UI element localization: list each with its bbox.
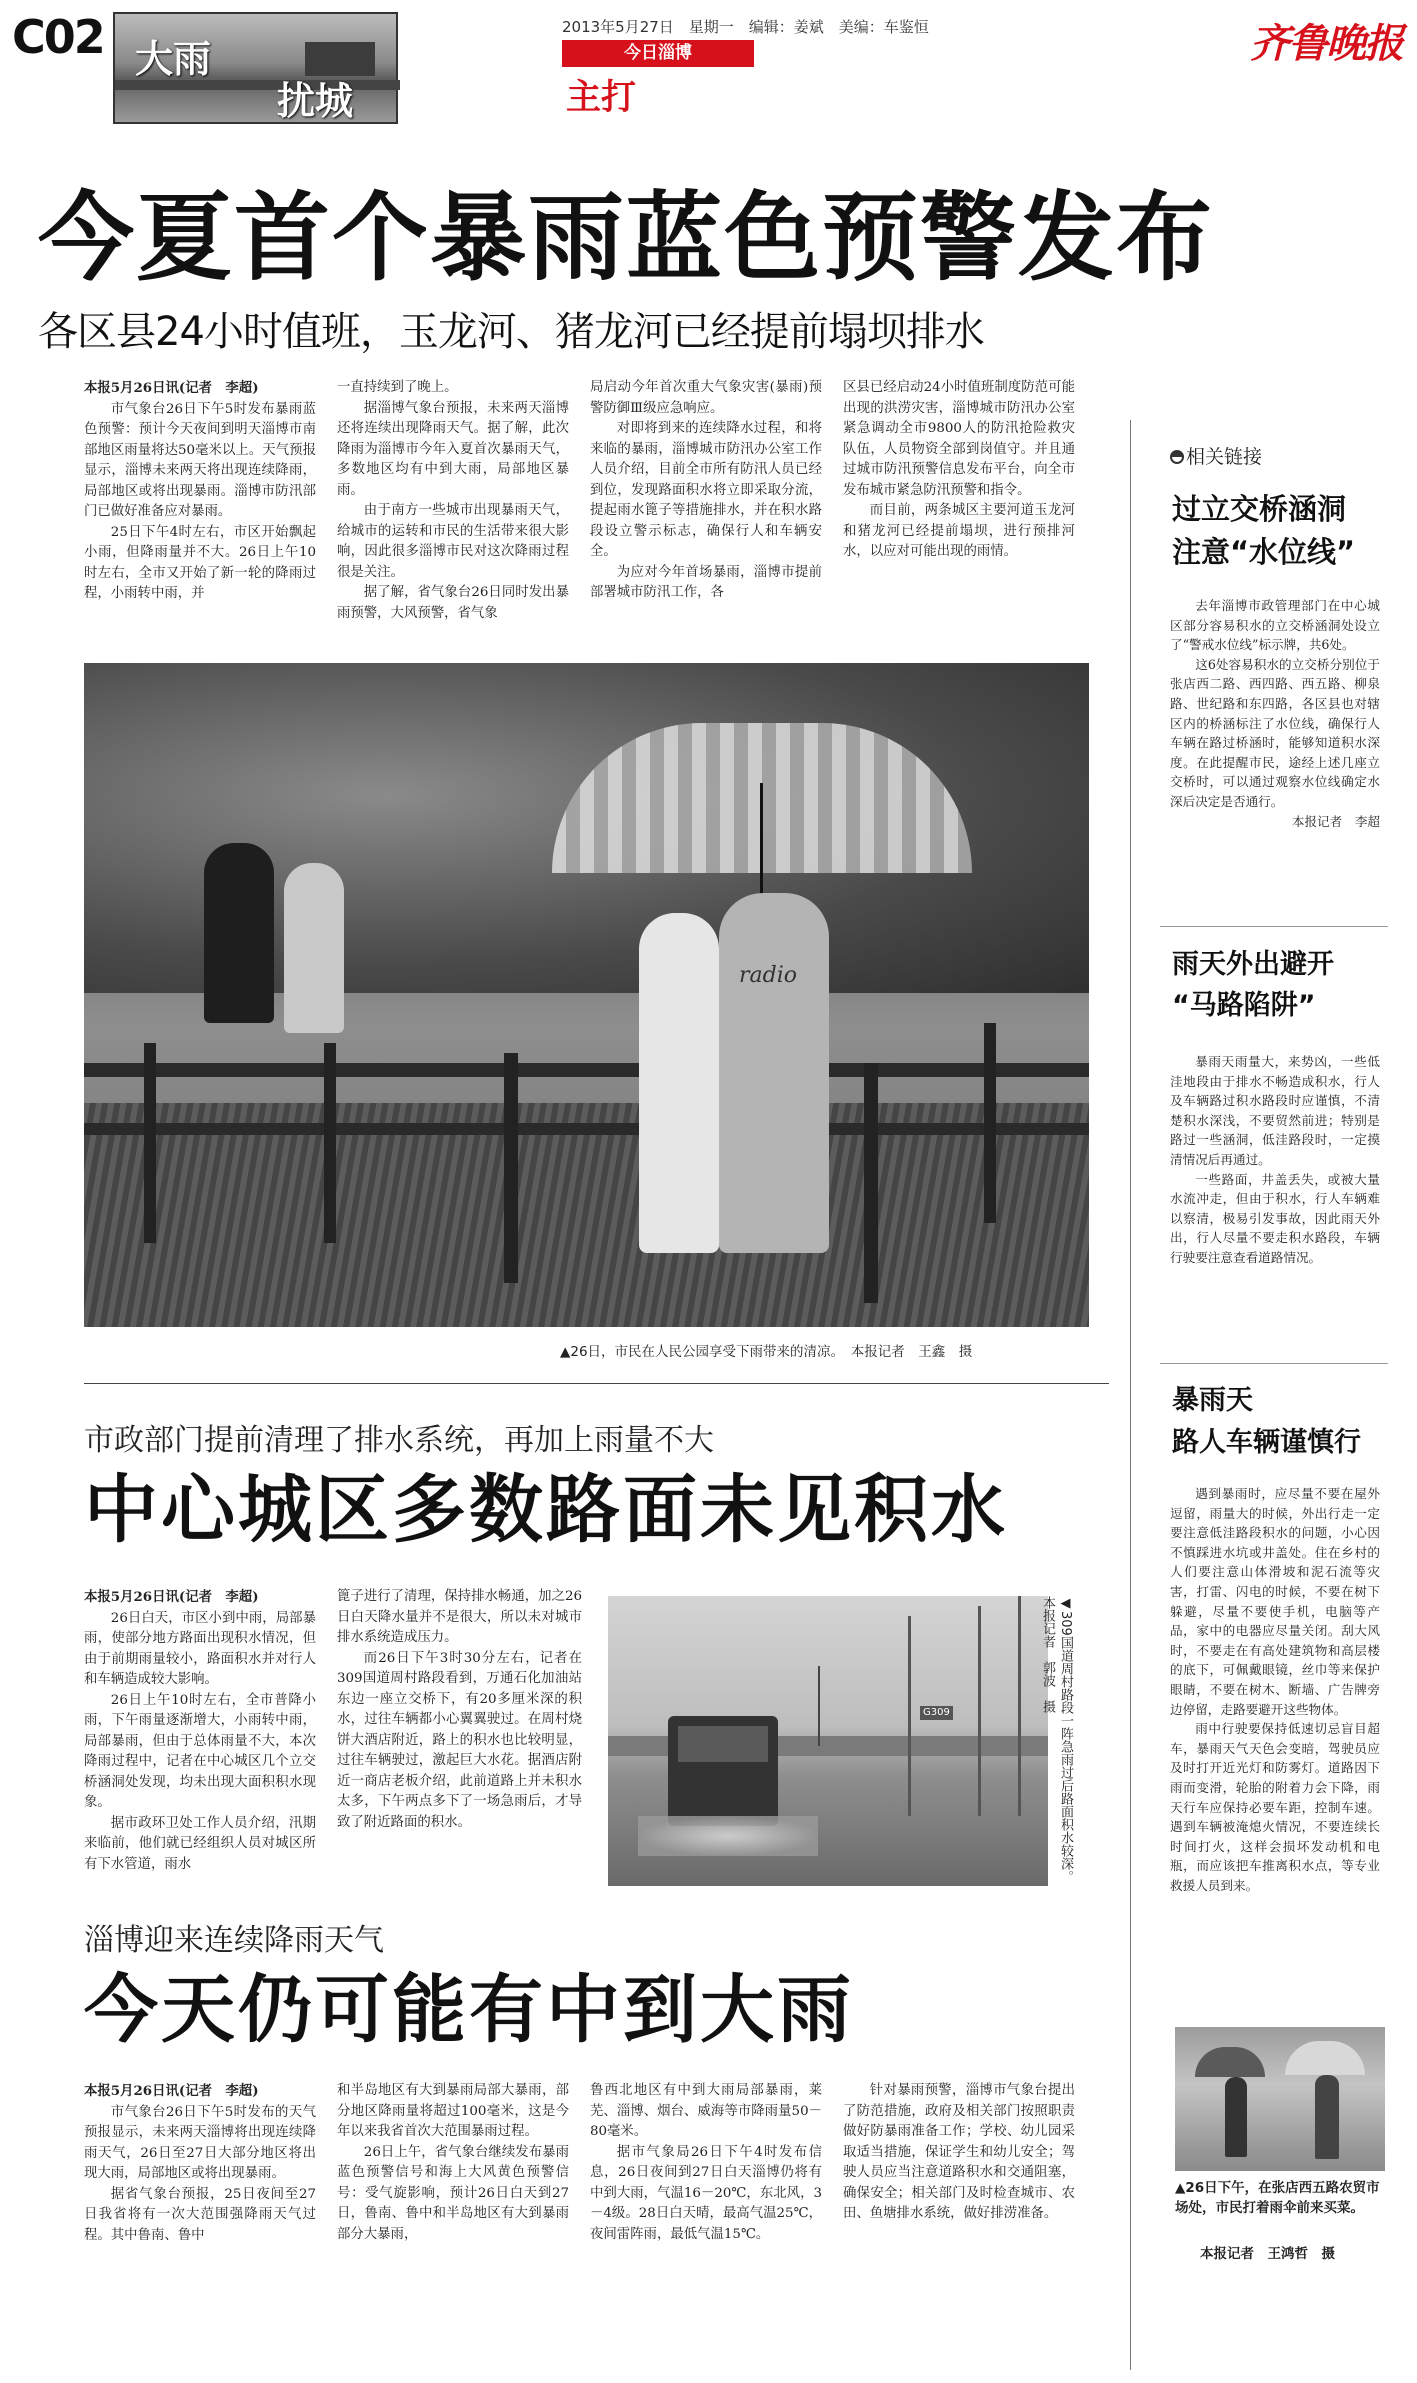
article3-col2 [337, 2081, 569, 2329]
article2-col2-p1: 篦子进行了清理，保持排水畅通，加之26日白天降水量并不是很大，所以未对城市排水系统造成压力。 [337, 1589, 582, 1645]
tag-main: 主打 [566, 78, 637, 118]
sidebar1-title-2: 注意“水位线” [1172, 535, 1356, 569]
article1-col3-p1: 局启动今年首次重大气象灾害(暴雨)预警防御Ⅲ级应急响应。 [590, 380, 822, 416]
sidebar2-title-2: “马路陷阱” [1172, 990, 1316, 1021]
article1-subheadline: 各区县24小时值班，玉龙河、猪龙河已经提前塌坝排水 [38, 309, 984, 355]
article3-col2-p2: 26日上午，省气象台继续发布暴雨蓝色预警信号和海上大风黄色预警信号：受气旋影响，预计26日白天到27日，鲁南、鲁中和半岛地区有大到暴雨部分大暴雨， [337, 2144, 569, 2242]
road-sign: G309 [920, 1706, 953, 1720]
article2-byline: 本报5月26日讯(记者 李超) [84, 1589, 259, 1605]
tag-today [562, 40, 754, 67]
park-umbrella-photo [84, 663, 1089, 1327]
section-title-2: 扰城 [277, 79, 354, 123]
sidebar-label: 相关链接 [1186, 446, 1263, 468]
sidebar3-p2: 雨中行驶要保持低速切忌盲目超车，暴雨天气天色会变暗，驾驶员应及时打开近光灯和防雾灯。道路因下雨而变滑，轮胎的附着力会下降，雨天行车应保持必要车距，控制车速。遇到车辆被淹熄火情况，不要连续长时间打火，这样会损坏发动机和电瓶，而应该把车推离积水点，等专业救援人员到来。 [1170, 1721, 1380, 1893]
article1-col1-p2: 25日下午4时左右，市区开始飘起小雨，但降雨量并不大。26日上午10时左右，全市又开始了新一轮的降雨过程，小雨转中雨，并 [84, 524, 316, 601]
article1-col1-p1: 市气象台26日下午5时发布暴雨蓝色预警：预计今天夜间到明天淄博市南部地区雨量将达50毫米以上。天气预报显示，淄博未来两天将出现连续降雨，局部地区或将出现暴雨。淄博市防汛部门已做好准备应对暴雨。 [84, 401, 316, 519]
sidebar1-body [1170, 596, 1380, 908]
article1-col2-p1: 一直持续到了晚上。 [337, 380, 458, 395]
section-title-1: 大雨 [135, 37, 212, 81]
link-icon [1170, 450, 1184, 464]
sidebar-photo-byline: 本报记者 王鸿哲 摄 [1200, 2246, 1335, 2262]
sidebar2-body [1170, 1052, 1380, 1348]
tag-today-label: 今日淄博 [624, 43, 692, 63]
article3-col3-p1: 鲁西北地区有中到大雨局部暴雨，莱芜、淄博、烟台、威海等市降雨量50－80毫米。 [590, 2083, 822, 2139]
article2-col1-p1: 26日白天，市区小到中雨，局部暴雨，使部分地方路面出现积水情况，但由于前期雨量较小，路面积水并对行人和车辆造成较大影响。 [84, 1610, 316, 1687]
issue-meta: 2013年5月27日 星期一 编辑：姜斌 美编：车鉴恒 [562, 18, 929, 36]
article3-byline: 本报5月26日讯(记者 李超) [84, 2083, 259, 2099]
article1-col3-p2: 对即将到来的连续降水过程，和将来临的暴雨，淄博城市防汛办公室工作人员介绍，目前全市所有防汛人员已经到位，发现路面积水将立即采取分流，提起雨水篦子等措施排水，并在积水路段设立警示标志，确保行人和车辆安全。 [590, 421, 822, 559]
sidebar2-title-1: 雨天外出避开 [1172, 949, 1334, 980]
sidebar1-p1: 去年淄博市政管理部门在中心城区部分容易积水的立交桥涵洞处设立了“警戒水位线”标示牌，共6处。 [1170, 598, 1380, 653]
article1-col4-p2: 而目前，两条城区主要河道玉龙河和猪龙河已经提前塌坝，进行预排河水，以应对可能出现的雨情。 [843, 503, 1075, 559]
article2-kicker: 市政部门提前清理了排水系统，再加上雨量不大 [84, 1423, 714, 1458]
sidebar3-title-1: 暴雨天 [1172, 1385, 1253, 1416]
sidebar3-body [1170, 1484, 1380, 2012]
sidebar1-p2: 这6处容易积水的立交桥分别位于张店西二路、西四路、西五路、柳泉路、世纪路和东四路，各区县也对辖区内的桥涵标注了水位线，确保行人车辆在路过桥涵时，能够知道积水深度。在此提醒市民，途经上述几座立交桥时，可以通过观察水位线确定水深后决定是否通行。 [1170, 656, 1380, 809]
sidebar2-p2: 一些路面，井盖丢失，或被大量水流冲走，但由于积水，行人车辆难以察清，极易引发事故，因此雨天外出，行人尽量不要走积水路段，车辆行驶要注意查看道路情况。 [1170, 1171, 1380, 1265]
masthead-logo: 齐鲁晚报 [1250, 20, 1402, 67]
article2-col1-p3: 据市政环卫处工作人员介绍，汛期来临前，他们就已经组织人员对城区所有下水管道，雨水 [84, 1815, 316, 1872]
sidebar3-title-2: 路人车辆谨慎行 [1172, 1427, 1361, 1458]
article3-col1-p1: 市气象台26日下午5时发布的天气预报显示，未来两天淄博将出现连续降雨天气，26日至27日大部分地区将出现大雨，局部地区或将出现暴雨。 [84, 2104, 316, 2181]
article1-col4 [843, 378, 1075, 640]
article1-col2 [337, 378, 569, 640]
article3-col3 [590, 2081, 822, 2329]
article2-col2-p2: 而26日下午3时30分左右，记者在309国道周村路段看到，万通石化加油站东边一座立交桥下，有20多厘米深的积水，过往车辆都小心翼翼驶过。在周村烧饼大酒店附近，路上的积水也比较明显，过往车辆驶过，激起巨大水花。据酒店附近一商店老板介绍，此前道路上并未积水太多，下午两点多下了一场急雨后，才导致了附近路面的积水。 [337, 1650, 582, 1830]
article1-col1 [84, 378, 316, 640]
article3-col4 [843, 2081, 1075, 2329]
article1-col2-p2: 据淄博气象台预报，未来两天淄博还将连续出现降雨天气。据了解，此次降雨为淄博市今年入夏首次暴雨天气，多数地区均有中到大雨，局部地区暴雨。 [337, 400, 569, 498]
sidebar-label-row [1170, 442, 1262, 469]
shirt-print: radio [739, 963, 797, 988]
sidebar1-byline: 本报记者 李超 [1291, 813, 1380, 829]
section-banner [113, 12, 398, 124]
article1-col3-p3: 为应对今年首场暴雨，淄博市提前部署城市防汛工作，各 [590, 564, 822, 600]
page-number: C02 [12, 10, 104, 64]
sidebar3-p1: 遇到暴雨时，应尽量不要在屋外逗留，雨量大的时候，外出行走一定要注意低洼路段积水的问题，小心因不慎踩进水坑或井盖处。住在乡村的人们要注意山体滑坡和泥石流等灾害，打雷、闪电的时候，不要在树下躲避，尽量不要使手机，电脑等产品，家中的电器应尽量关闭。刮大风时，不要走在有高处建筑物和高层楼的底下，可佩戴眼镜，丝巾等来保护眼睛，不要在树木、断墙、广告牌旁边停留，走路要避开这些物体。 [1170, 1486, 1380, 1717]
article1-col2-p4: 据了解，省气象台26日同时发出暴雨预警，大风预警，省气象 [337, 585, 569, 621]
article3-col1 [84, 2081, 316, 2329]
article1-headline: 今夏首个暴雨蓝色预警发布 [38, 182, 1214, 294]
article3-col3-p2: 据市气象局26日下午4时发布信息，26日夜间到27日白天淄博仍将有中到大雨，气温16－20℃，东北风，3－4级。28日白天晴，最高气温25℃，夜间雷阵雨，最低气温15℃。 [590, 2144, 822, 2242]
article2-col1 [84, 1587, 316, 1889]
sidebar-photo-caption: ▲26日下午，在张店西五路农贸市场处，市民打着雨伞前来买菜。 [1175, 2180, 1380, 2216]
article2-col2 [337, 1587, 582, 1889]
article2-headline: 中心城区多数路面未见积水 [84, 1467, 1008, 1553]
article3-col2-p1: 和半岛地区有大到暴雨局部大暴雨，部分地区降雨量将超过100毫米，这是今年以来我省首次大范围暴雨过程。 [337, 2083, 569, 2139]
article3-headline: 今天仍可能有中到大雨 [84, 1967, 854, 2053]
article3-col4-p1: 针对暴雨预警，淄博市气象台提出了防范措施，政府及相关部门按照职责做好防暴雨准备工作；学校、幼儿园采取适当措施，保证学生和幼儿安全；驾驶人员应当注意道路积水和交通阻塞，确保安全；相关部门及时检查城市、农田、鱼塘排水系统，做好排涝准备。 [843, 2083, 1075, 2221]
sidebar1-title-1: 过立交桥涵洞 [1172, 492, 1347, 526]
article1-col2-p3: 由于南方一些城市出现暴雨天气，给城市的运转和市民的生活带来很大影响，因此很多淄博市民对这次降雨过程很是关注。 [337, 503, 569, 580]
article2-photo-caption: ◀309国道周村路段一阵急雨过后路面积水较深。 本报记者 郭波 摄 [1040, 1596, 1073, 1890]
article3-kicker: 淄博迎来连续降雨天气 [84, 1923, 384, 1958]
article1-photo-caption: ▲26日，市民在人民公园享受下雨带来的清凉。 本报记者 王鑫 摄 [560, 1344, 973, 1360]
market-umbrella-photo [1175, 2027, 1385, 2171]
article1-col4-p1: 区县已经启动24小时值班制度防范可能出现的洪涝灾害，淄博城市防汛办公室紧急调动全市9800人的防汛抢险救灾队伍，人员物资全部到岗值守。并且通过城市防汛预警信息发布平台，向全市发布城市紧急防汛预警和指令。 [843, 380, 1075, 498]
article1-byline: 本报5月26日讯(记者 李超) [84, 380, 259, 396]
article2-col1-p2: 26日上午10时左右，全市普降小雨，下午雨量逐渐增大，小雨转中雨，局部暴雨，但由于总体雨量不大，本次降雨过程中，记者在中心城区几个立交桥涵洞处发现，均未出现大面积积水现象。 [84, 1692, 316, 1810]
article3-col1-p2: 据省气象台预报，25日夜间至27日我省将有一次大范围强降雨天气过程。其中鲁南、鲁中 [84, 2186, 316, 2243]
sidebar2-p1: 暴雨天雨量大，来势凶，一些低洼地段由于排水不畅造成积水，行人及车辆路过积水路段时应谨慎，不清楚积水深浅，不要贸然前进；特别是路过一些涵洞，低洼路段时，一定摸清情况后再通过。 [1170, 1054, 1380, 1167]
article1-col3 [590, 378, 822, 640]
truck-flood-photo [608, 1596, 1048, 1886]
